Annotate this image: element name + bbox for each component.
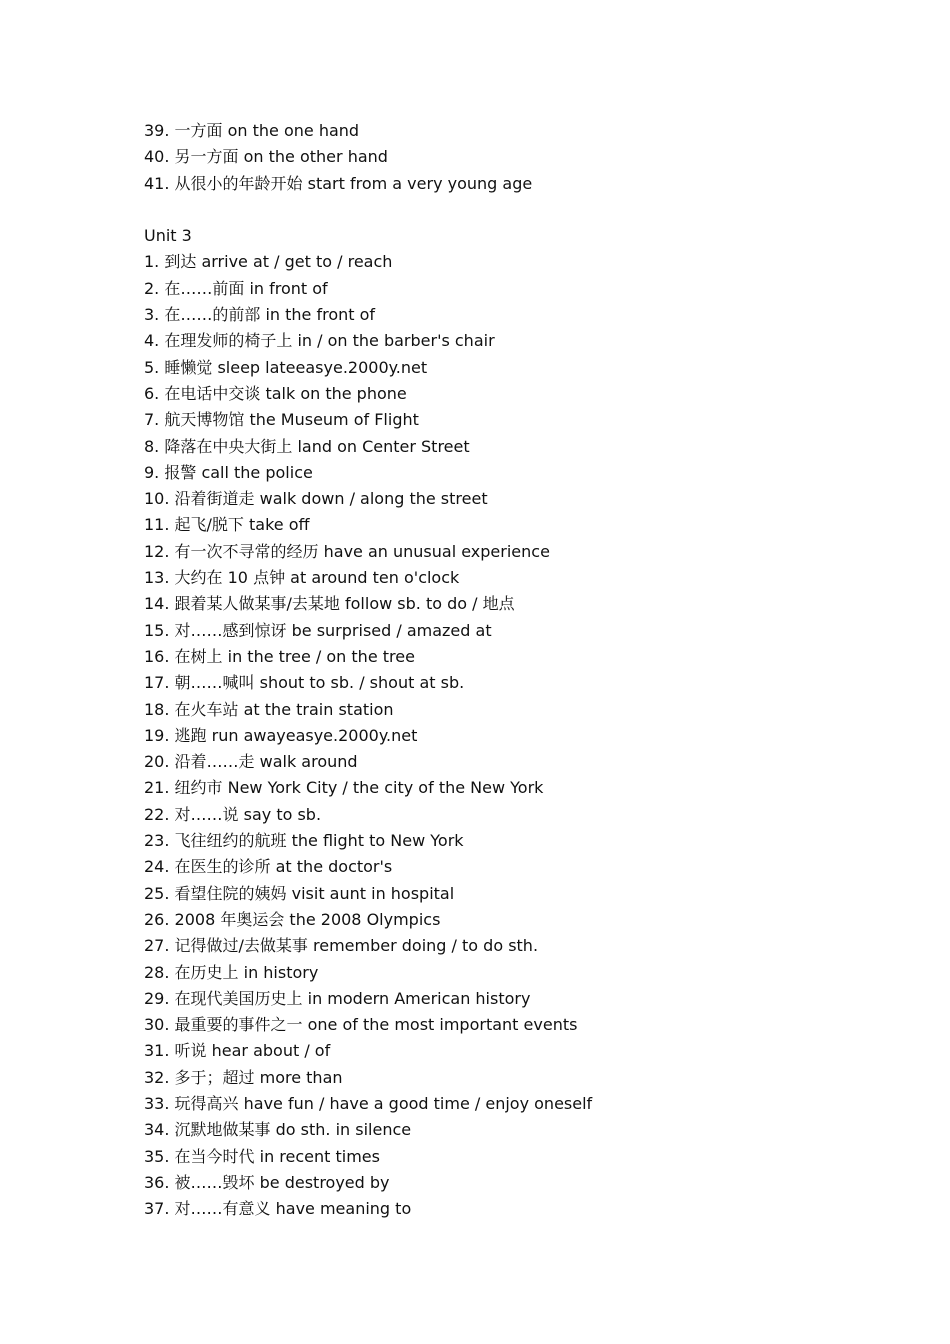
- list-item: 13. 大约在 10 点钟 at around ten o'clock: [144, 568, 460, 588]
- list-item: 11. 起飞/脱下 take off: [144, 515, 310, 535]
- list-item: 22. 对……说 say to sb.: [144, 804, 322, 824]
- unit-heading: Unit 3: [144, 226, 192, 246]
- list-item: 31. 听说 hear about / of: [144, 1041, 331, 1061]
- list-item: 15. 对……感到惊讶 be surprised / amazed at: [144, 620, 492, 640]
- list-item: 30. 最重要的事件之一 one of the most important events: [144, 1015, 578, 1035]
- list-item: 33. 玩得高兴 have fun / have a good time / enjoy oneself: [144, 1093, 593, 1113]
- list-item: 16. 在树上 in the tree / on the tree: [144, 646, 415, 666]
- list-item: 6. 在电话中交谈 talk on the phone: [144, 383, 407, 403]
- list-item: 2. 在……前面 in front of: [144, 278, 328, 298]
- list-item: 1. 到达 arrive at / get to / reach: [144, 252, 393, 272]
- list-item: 8. 降落在中央大街上 land on Center Street: [144, 436, 470, 456]
- list-item: 39. 一方面 on the one hand: [144, 121, 360, 140]
- list-item: 14. 跟着某人做某事/去某地 follow sb. to do / 地点: [144, 594, 515, 614]
- list-item: 12. 有一次不寻常的经历 have an unusual experience: [144, 541, 550, 561]
- section-spacer: [144, 197, 864, 223]
- list-item: 36. 被……毁坏 be destroyed by: [144, 1172, 390, 1192]
- list-item: 37. 对……有意义 have meaning to: [144, 1199, 412, 1219]
- list-item: 4. 在理发师的椅子上 in / on the barber's chair: [144, 331, 495, 351]
- list-item: 41. 从很小的年龄开始 start from a very young age: [144, 173, 533, 193]
- list-item: 32. 多于；超过 more than: [144, 1067, 343, 1087]
- list-item: 23. 飞往纽约的航班 the flight to New York: [144, 831, 464, 851]
- list-item: 17. 朝……喊叫 shout to sb. / shout at sb.: [144, 673, 465, 693]
- list-item: 40. 另一方面 on the other hand: [144, 147, 388, 167]
- list-item: 28. 在历史上 in history: [144, 962, 319, 982]
- list-item: 20. 沿着……走 walk around: [144, 752, 358, 772]
- list-item: 21. 纽约市 New York City / the city of the New York: [144, 778, 544, 798]
- list-item: 29. 在现代美国历史上 in modern American history: [144, 988, 531, 1008]
- list-item: 18. 在火车站 at the train station: [144, 699, 394, 719]
- vocabulary-list: [144, 118, 864, 1222]
- list-item: 26. 2008 年奥运会 the 2008 Olympics: [144, 909, 441, 929]
- list-item: 35. 在当今时代 in recent times: [144, 1146, 380, 1166]
- list-item: 34. 沉默地做某事 do sth. in silence: [144, 1120, 412, 1140]
- list-item: 9. 报警 call the police: [144, 462, 313, 482]
- list-item: 27. 记得做过/去做某事 remember doing / to do sth.: [144, 936, 539, 956]
- list-item: 24. 在医生的诊所 at the doctor's: [144, 857, 393, 877]
- list-item: 19. 逃跑 run awayeasye.2000y.net: [144, 725, 418, 745]
- list-item: 7. 航天博物馆 the Museum of Flight: [144, 410, 419, 430]
- list-item: 25. 看望住院的姨妈 visit aunt in hospital: [144, 883, 455, 903]
- list-item: 3. 在……的前部 in the front of: [144, 305, 376, 325]
- list-item: 5. 睡懒觉 sleep lateeasye.2000y.net: [144, 357, 428, 377]
- list-item: 10. 沿着街道走 walk down / along the street: [144, 489, 488, 509]
